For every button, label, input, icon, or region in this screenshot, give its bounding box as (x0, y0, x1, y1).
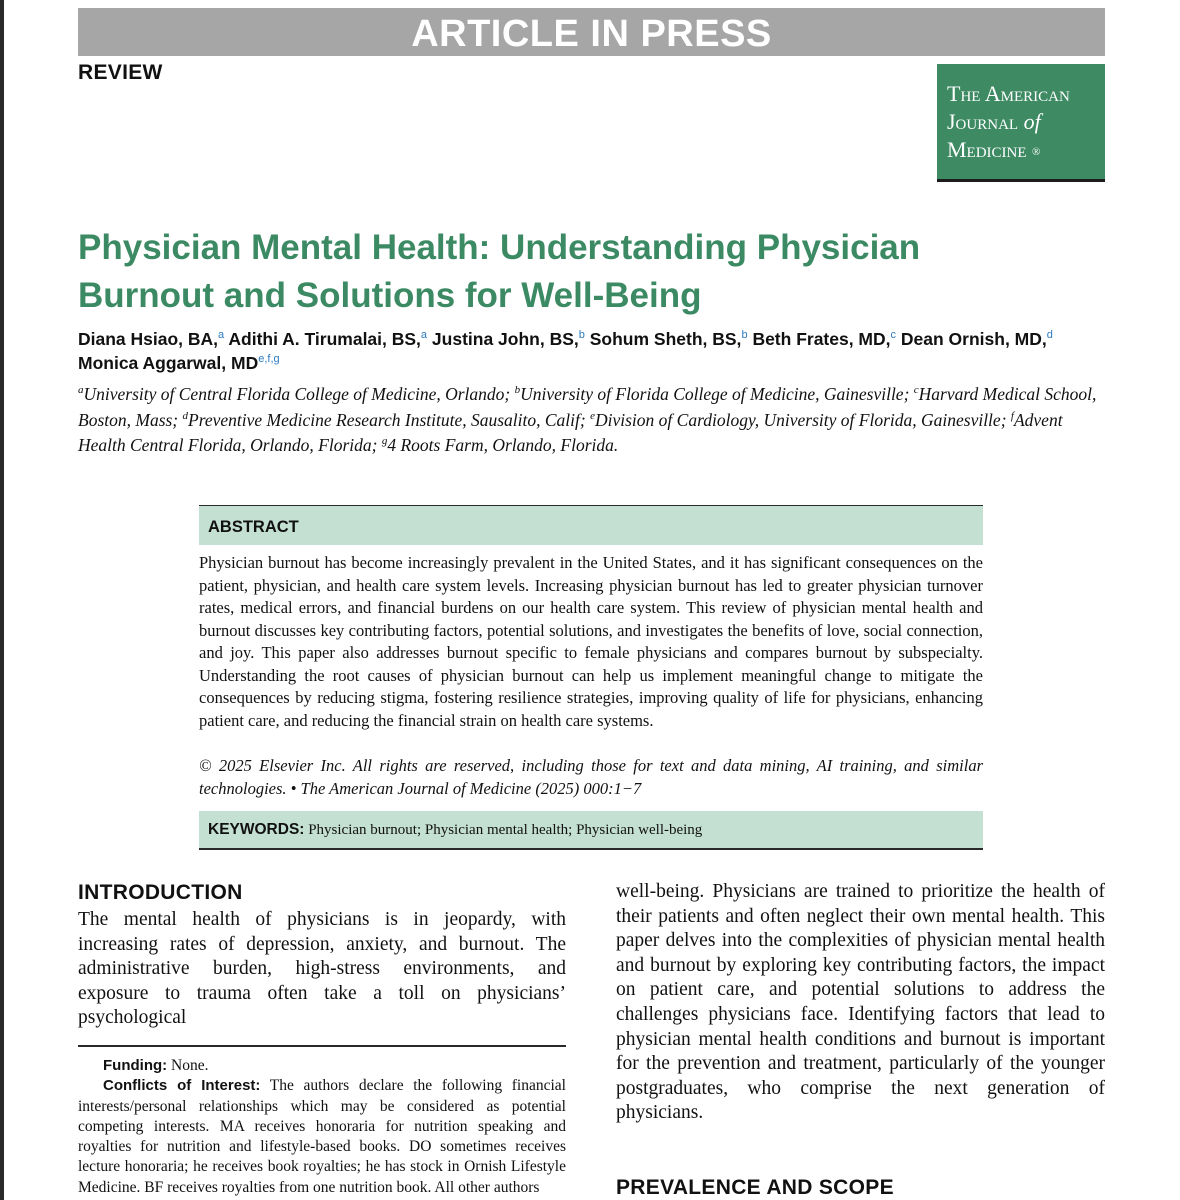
author-list (78, 327, 1118, 375)
author: Diana Hsiao, BA, (78, 329, 219, 349)
affiliation-marker: g (381, 435, 388, 447)
journal-logo-medicine: Medicine (947, 137, 1027, 162)
conflicts-label: Conflicts of Interest: (103, 1077, 261, 1095)
funding-text: None. (171, 1057, 209, 1074)
page-left-edge-rule (0, 0, 4, 1200)
author-affiliation-ref[interactable]: b (578, 329, 585, 341)
affiliation-marker: e (590, 409, 595, 422)
author: Adithi A. Tirumalai, BS, (228, 329, 421, 349)
conflicts-note (78, 1076, 566, 1198)
author-affiliation-ref[interactable]: a (218, 329, 225, 341)
journal-logo-journal: Journal (947, 109, 1019, 134)
funding-label: Funding: (103, 1057, 168, 1074)
affiliation: Harvard Medical School, Boston, Mass; (78, 384, 1097, 430)
affiliation: University of Central Florida College of Medicine, Orlando; (83, 384, 511, 404)
affiliation: Division of Cardiology, University of Florida, Gainesville; (594, 409, 1007, 430)
author: Justina John, BS, (431, 329, 579, 349)
section-label: REVIEW (78, 61, 163, 84)
introduction-heading: INTRODUCTION (78, 881, 243, 904)
article-title (78, 224, 1078, 320)
keywords-bar (199, 811, 983, 850)
footnote-divider (78, 1045, 566, 1047)
conflicts-text: The authors declare the following financial interests/personal relationships which may be considered as potential competing interests. MA receives honoraria for nutrition speaking and royalties for nutrition and lifestyle-based books. DO sometimes receives lecture honoraria; he receives book royalties; he has stock in Ornish Lifestyle Medicine. BF receives royalties from one nutrition book. All other authors (78, 1077, 566, 1196)
affiliation-marker: f (1010, 409, 1014, 422)
prevalence-heading: PREVALENCE AND SCOPE (616, 1176, 894, 1199)
author-affiliation-ref[interactable]: b (741, 329, 748, 341)
affiliation: Advent Health Central Florida, Orlando, Florida; (78, 409, 1063, 455)
author: Monica Aggarwal, MD (78, 353, 259, 373)
author: Beth Frates, MD, (752, 329, 891, 349)
journal-logo-line-1: The American (947, 81, 1070, 106)
journal-logo (937, 64, 1105, 182)
author-affiliation-ref[interactable]: a (420, 329, 428, 341)
keywords-text: Physician burnout; Physician mental health; Physician well-being (308, 822, 703, 838)
affiliation-marker: b (514, 384, 521, 396)
registered-mark: ® (1032, 145, 1041, 158)
author-affiliation-ref[interactable]: e,f,g (258, 353, 280, 365)
introduction-text-right: well-being. Physicians are trained to prioritize the health of their patients and often neglect their own mental health. This paper delves into the complexities of physician mental health and burnout by exploring key contributing factors, the impact on patient care, and potential solutions to address the challenges physicians face. Identifying factors that lead to physician mental health conditions and burnout is important for the prevention and treatment, particularly of the younger postgraduates, who comprise the next generation of physicians. (616, 881, 1105, 1124)
affiliation-marker: d (182, 409, 189, 422)
abstract-text: Physician burnout has become increasingly prevalent in the United States, and it has significant consequences on the patient, physician, and health care system levels. Increasing physician burnout has led to greater physician turnover rates, medical errors, and financial burdens on our health care system. This review of physician mental health and burnout discusses key contributing factors, potential solutions, and investigates the benefits of love, social connection, and joy. This paper also addresses burnout specific to female physicians and compares burnout by subspecialty. Understanding the root causes of physician burnout can help us implement meaningful change to mitigate the consequences by reducing stigma, fostering resilience strategies, improving quality of life for physicians, enhancing patient care, and reducing the financial strain on health care systems. (199, 553, 983, 730)
abstract-heading: ABSTRACT (199, 505, 983, 545)
article-title-line-1: Physician Mental Health: Understanding Physician (78, 228, 921, 267)
affiliation: University of Florida College of Medicine, Gainesville; (520, 384, 910, 404)
funding-note (78, 1056, 566, 1076)
affiliation-marker: a (78, 384, 84, 396)
journal-logo-of: of (1023, 109, 1041, 134)
author-affiliation-ref[interactable]: d (1046, 329, 1053, 341)
keywords-label: KEYWORDS: (208, 821, 305, 838)
introduction-text-left: The mental health of physicians is in jeopardy, with increasing rates of depression, anxiety, and burnout. The administrative burden, high-stress environments, and exposure to trauma often take a toll on physicians’ psychological (78, 909, 566, 1029)
author: Dean Ornish, MD, (900, 329, 1047, 349)
journal-logo-line-2 (947, 108, 1105, 136)
journal-logo-line-3 (947, 136, 1105, 166)
author: Sohum Sheth, BS, (589, 329, 742, 349)
affiliation-marker: c (913, 384, 919, 396)
article-in-press-banner: ARTICLE IN PRESS (78, 8, 1105, 56)
affiliations (78, 382, 1108, 459)
footnotes (78, 1056, 566, 1198)
affiliation: Preventive Medicine Research Institute, Sausalito, Calif; (188, 409, 586, 430)
author-affiliation-ref[interactable]: c (890, 329, 897, 341)
affiliation: 4 Roots Farm, Orlando, Florida. (387, 435, 619, 455)
copyright-notice: © 2025 Elsevier Inc. All rights are reserved, including those for text and data mining, AI training, and similar technologies. • The American Journal of Medicine (2025) 000:1−7 (199, 756, 983, 798)
article-title-line-2: Burnout and Solutions for Well-Being (78, 276, 702, 315)
